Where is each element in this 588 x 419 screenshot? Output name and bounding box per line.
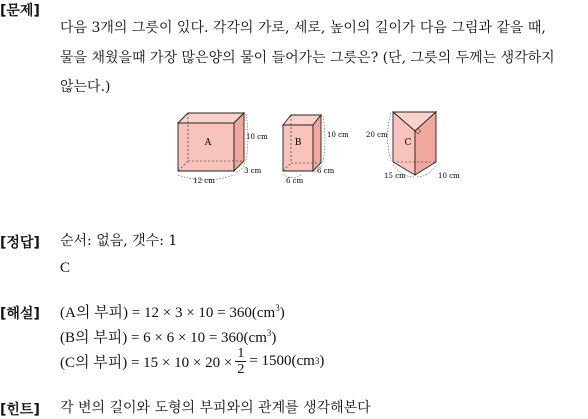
solution-line-a-close: ) [279, 305, 285, 321]
problem-line-1: 다음 3개의 그릇이 있다. 각각의 가로, 세로, 높이의 길이가 다음 그림과 같을 때, [60, 20, 546, 36]
box-b-front [283, 125, 313, 171]
answer-line-2: C [60, 260, 71, 276]
box-b-height-label: 10 cm [327, 131, 349, 139]
solution-line-a [60, 301, 285, 322]
fraction-numerator: 1 [237, 345, 245, 361]
solution-line-c-text: (C의 부피) = 15 × 10 × 20 × [60, 354, 233, 371]
box-a-figure [178, 113, 268, 185]
answer-label: [정답] [0, 235, 40, 251]
problem-line-3: 않는다.) [60, 79, 111, 95]
solution-line-b-exponent: 3 [266, 328, 272, 338]
solution-line-a-exponent: 3 [275, 303, 280, 313]
box-b-figure [283, 115, 349, 185]
solution-line-c-result: = 1500(cm [249, 352, 315, 369]
prism-c-base-label: 15 cm [384, 172, 406, 180]
solution-line-b-close: ) [271, 330, 277, 346]
box-a-name: A [204, 138, 212, 148]
problem-line-2: 물을 채웠을때 가장 많은양의 물이 들어가는 그릇은? (단, 그릇의 두께는 생각하지 [60, 50, 555, 66]
fraction-denominator: 2 [237, 361, 245, 377]
solution-line-c-close: ) [319, 352, 325, 369]
problem-label: [문제] [0, 3, 40, 19]
solution-line-a-text: (A의 부피) = 12 × 3 × 10 = 360(cm [60, 305, 276, 321]
solution-line-c: (C의 부피) = 15 × 10 × 20 × $\frac{1}{2}$ = 1500(cm 3 ) [60, 345, 325, 377]
box-b-depth-label: 6 cm [317, 167, 335, 175]
prism-c-height-arc [388, 113, 392, 161]
box-a-width-label: 12 cm [193, 177, 215, 185]
prism-c-depth-label: 10 cm [438, 172, 460, 180]
solution-label: [해설] [0, 306, 40, 322]
prism-c-name: C [404, 138, 412, 148]
hint-text: 각 변의 길이와 도형의 부피와의 관계를 생각해본다 [60, 400, 371, 416]
prism-c-height-label: 20 cm [366, 131, 388, 139]
box-b-width-label: 6 cm [286, 177, 304, 185]
prism-c-figure [366, 112, 460, 180]
solution-line-b-text: (B의 부피) = 6 × 6 × 10 = 360(cm [60, 330, 267, 346]
box-b-side [313, 115, 321, 171]
hint-label: [힌트] [0, 402, 40, 418]
answer-line-1: 순서: 없음, 갯수: 1 [60, 233, 178, 249]
containers-figure [170, 105, 470, 187]
solution-line-c-fraction [235, 346, 246, 377]
box-b-height-arc [323, 116, 325, 162]
box-a-side [234, 113, 244, 171]
box-a-depth-label: 3 cm [244, 167, 262, 175]
box-b-name: B [294, 138, 302, 148]
box-a-height-label: 10 cm [246, 133, 268, 141]
